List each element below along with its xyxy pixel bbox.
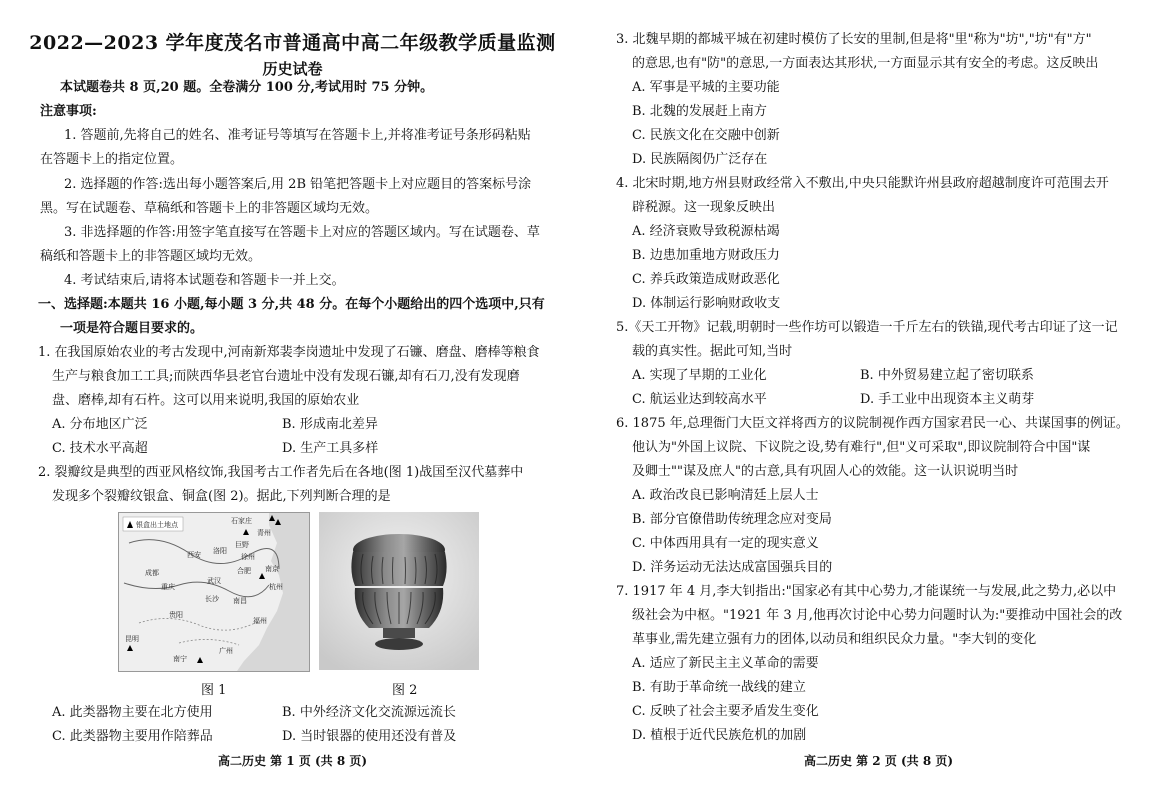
exam-title: 2022—2023 学年度茂名市普通高中高二年级教学质量监测 [29,32,556,54]
question-5-stem: 载的真实性。据此可知,当时 [632,344,793,359]
question-2-option-c: C. 此类器物主要用作陪葬品 [52,729,213,744]
question-2-option-a: A. 此类器物主要在北方使用 [52,705,213,720]
question-5-option-a: A. 实现了早期的工业化 [632,368,767,383]
exam-meta: 本试题卷共 8 页,20 题。全卷满分 100 分,考试用时 75 分钟。 [60,80,434,95]
map-label: 南京 [265,565,279,573]
map-label: 长沙 [205,595,219,603]
map-label: 青州 [257,529,271,537]
question-4-stem: 4. 北宋时期,地方州县财政经常入不敷出,中央只能默许州县政府超越制度许可范围去开 [616,176,1109,191]
question-2-option-b: B. 中外经济文化交流源远流长 [282,705,456,720]
question-6-stem: 他认为"外国上议院、下议院之设,势有难行",但"义可采取",即议院制符合中国"谋 [632,440,1091,455]
notice-line: 稿纸和答题卡上的非答题区域均无效。 [40,249,262,264]
question-7-stem: 级社会为中枢。"1921 年 3 月,他再次讨论中心势力问题时认为:"要推动中国社会的改 [632,608,1123,623]
question-5-option-c: C. 航运业达到较高水平 [632,392,767,407]
notice-heading: 注意事项: [40,104,97,119]
notice-line: 在答题卡上的指定位置。 [40,152,184,167]
page-footer: 高二历史 第 1 页 (共 8 页) [217,754,368,768]
question-4-option-c: C. 养兵政策造成财政恶化 [632,272,780,287]
map-label: 西安 [187,551,201,559]
question-3-stem: 3. 北魏早期的都城平城在初建时模仿了长安的里制,但是将"里"称为"坊","坊"有"方" [616,32,1092,47]
question-4-option-a: A. 经济衰败导致税源枯竭 [632,224,780,239]
question-6-stem: 及卿士""谋及庶人"的古意,具有巩固人心的效能。这一认识说明当时 [632,464,1019,479]
question-1-option-c: C. 技术水平高超 [52,441,148,456]
question-1-stem: 生产与粮食加工工具;而陕西华县老官台遗址中没有发现石镰,却有石刀,没有发现磨 [52,369,520,384]
notice-line: 4. 考试结束后,请将本试题卷和答题卡一并上交。 [64,273,345,288]
question-1-stem: 盘、磨棒,却有石杵。这可以用来说明,我国的原始农业 [52,393,360,408]
question-1-option-b: B. 形成南北差异 [282,417,378,432]
figure-1-map [118,512,310,672]
page-2 [586,0,1171,809]
question-6-option-d: D. 洋务运动无法达成富国强兵目的 [632,560,833,575]
map-label: 广州 [219,647,233,655]
map-label: 南宁 [173,655,187,663]
figure-2-photo [319,512,479,670]
question-6-option-a: A. 政治改良已影响清廷上层人士 [632,488,819,503]
map-label: 徐州 [241,553,255,561]
map-label: 昆明 [125,635,139,643]
question-6-stem: 6. 1875 年,总理衙门大臣文祥将西方的议院制视作西方国家君民一心、共谋国事的例证。 [616,416,1129,431]
question-3-option-c: C. 民族文化在交融中创新 [632,128,780,143]
question-5-option-b: B. 中外贸易建立起了密切联系 [860,368,1034,383]
question-5-stem: 5.《天工开物》记载,明朝时一些作坊可以锻造一千斤左右的铁锚,现代考古印证了这一记 [616,320,1118,335]
map-label: 南昌 [233,597,247,605]
question-3-option-b: B. 北魏的发展赶上南方 [632,104,767,119]
map-graphic [119,513,309,671]
question-6-option-c: C. 中体西用具有一定的现实意义 [632,536,819,551]
question-6-option-b: B. 部分官僚借助传统理念应对变局 [632,512,832,527]
map-label: 武汉 [207,577,221,585]
question-1-option-d: D. 生产工具多样 [282,441,379,456]
page-1 [0,0,585,809]
map-label: 合肥 [237,567,251,575]
question-2-stem: 发现多个裂瓣纹银盒、铜盒(图 2)。据此,下列判断合理的是 [52,489,391,504]
section-heading: 一、选择题:本题共 16 小题,每小题 3 分,共 48 分。在每个小题给出的四个选项中,只有 [38,297,545,312]
question-7-stem: 7. 1917 年 4 月,李大钊指出:"国家必有其中心势力,才能谋统一与发展,此之势力,必以中 [616,584,1117,599]
map-legend-label: 银盒出土地点 [136,521,178,529]
question-4-option-d: D. 体制运行影响财政收支 [632,296,781,311]
question-7-option-a: A. 适应了新民主主义革命的需要 [632,656,819,671]
notice-line: 1. 答题前,先将自己的姓名、准考证号等填写在答题卡上,并将准考证号条形码粘贴 [64,128,531,143]
question-1-option-a: A. 分布地区广泛 [52,417,148,432]
question-7-stem: 革事业,需先建立强有力的团体,以动员和组织民众力量。"李大钊的变化 [632,632,1037,647]
question-7-option-b: B. 有助于革命统一战线的建立 [632,680,806,695]
figure-1-caption: 图 1 [201,683,227,698]
map-label: 巨野 [235,541,249,549]
question-2-option-d: D. 当时银器的使用还没有普及 [282,729,457,744]
map-label: 杭州 [269,583,283,591]
figure-2-caption: 图 2 [392,683,418,698]
map-label: 福州 [253,617,267,625]
question-3-option-a: A. 军事是平城的主要功能 [632,80,780,95]
map-label: 石家庄 [231,517,252,525]
question-4-option-b: B. 边患加重地方财政压力 [632,248,780,263]
question-7-option-d: D. 植根于近代民族危机的加剧 [632,728,807,743]
map-label: 成都 [145,569,159,577]
question-3-stem: 的意思,也有"防"的意思,一方面表达其形状,一方面显示其有安全的考虑。这反映出 [632,56,1099,71]
question-7-option-c: C. 反映了社会主要矛盾发生变化 [632,704,819,719]
notice-line: 2. 选择题的作答:选出每小题答案后,用 2B 铅笔把答题卡上对应题目的答案标号涂 [64,177,532,192]
question-5-option-d: D. 手工业中出现资本主义萌芽 [860,392,1035,407]
map-label: 洛阳 [213,547,227,555]
question-4-stem: 辟税源。这一现象反映出 [632,200,776,215]
map-label: 重庆 [161,583,175,591]
question-3-option-d: D. 民族隔阂仍广泛存在 [632,152,768,167]
exam-subtitle: 历史试卷 [262,60,323,78]
page-footer: 高二历史 第 2 页 (共 8 页) [803,754,954,768]
lobed-box-image [319,512,479,670]
section-heading: 一项是符合题目要求的。 [60,321,204,336]
map-label: 贵阳 [169,611,183,619]
notice-line: 3. 非选择题的作答:用签字笔直接写在答题卡上对应的答题区域内。写在试题卷、草 [64,225,540,240]
notice-line: 黑。写在试题卷、草稿纸和答题卡上的非答题区域均无效。 [40,201,379,216]
question-2-stem: 2. 裂瓣纹是典型的西亚风格纹饰,我国考古工作者先后在各地(图 1)战国至汉代墓葬中 [38,465,524,480]
question-1-stem: 1. 在我国原始农业的考古发现中,河南新郑裴李岗遗址中发现了石镰、磨盘、磨棒等粮食 [38,345,540,360]
